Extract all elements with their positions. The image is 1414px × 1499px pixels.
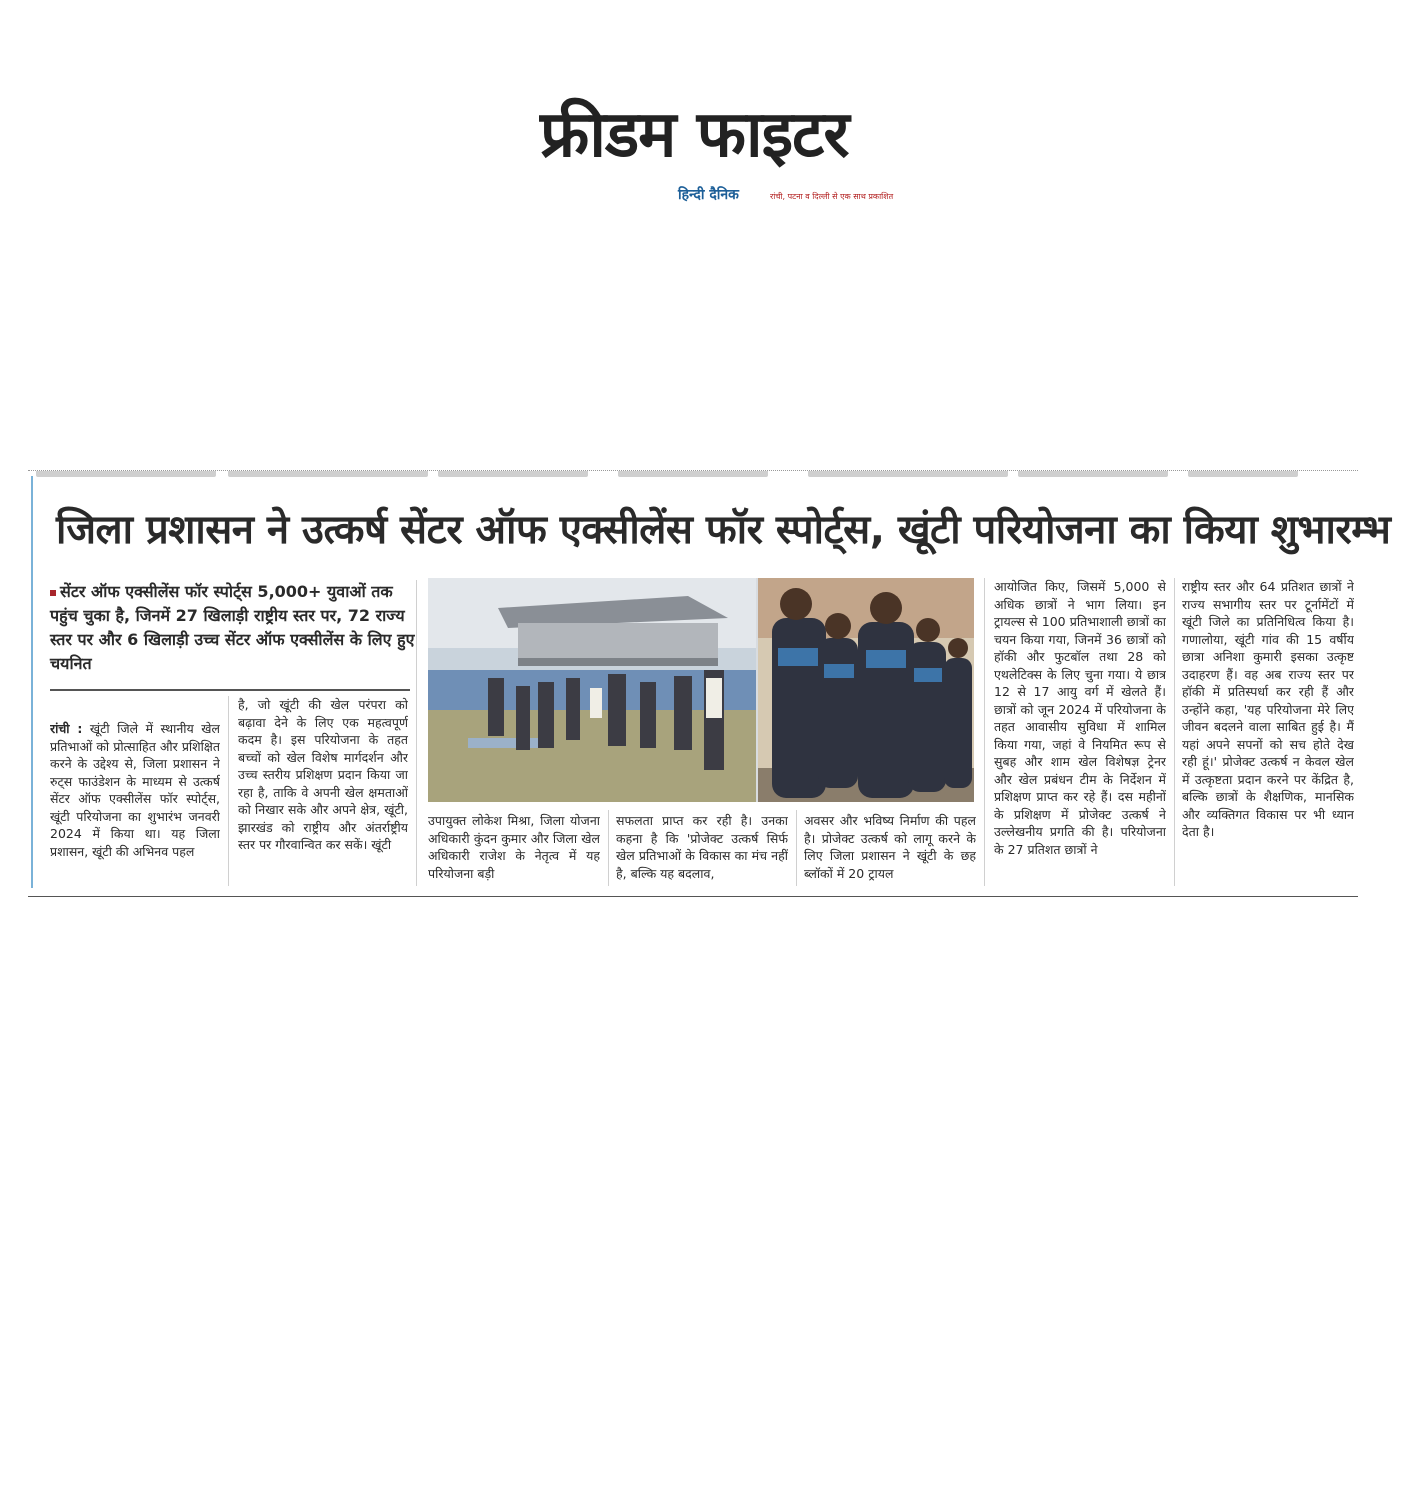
athletes-running-photo <box>758 578 974 802</box>
column-divider <box>984 578 985 886</box>
article-bottom-rule <box>28 896 1358 897</box>
article-column-5: अवसर और भविष्य निर्माण की पहल है। प्रोजेक्ट उत्कर्ष को लागू करने के लिए जिला प्रशासन ने खूंटी के छह ब्लॉकों में 20 ट्रायल <box>804 813 976 881</box>
column-1-text: खूंटी जिले में स्थानीय खेल प्रतिभाओं को प्रोत्साहित और प्रशिक्षित करने के उद्देश्य से, जिला प्रशासन ने रुट्स फाउंडेशन के माध्यम से उत्कर्ष सेंटर ऑफ एक्सीलेंस फॉर स्पोर्ट्स, खूंटी परियोजना का शुभारंभ जनवरी 2024 में किया था। यह जिला प्रशासन, खूंटी की अभिनव पहल <box>50 721 220 859</box>
event-photo <box>428 578 756 802</box>
bullet-icon <box>50 590 56 596</box>
subdeck-text: सेंटर ऑफ एक्सीलेंस फॉर स्पोर्ट्स 5,000+ युवाओं तक पहुंच चुका है, जिनमें 27 खिलाड़ी राष्ट्रीय स्तर पर, 72 राज्य स्तर पर और 6 खिलाड़ी उच्च सेंटर ऑफ एक्सीलेंस के लिए हुए चयनित <box>50 582 415 673</box>
article-headline: जिला प्रशासन ने उत्कर्ष सेंटर ऑफ एक्सीलेंस फॉर स्पोर्ट्स, खूंटी परियोजना का किया शुभारम्भ <box>56 507 1391 553</box>
column-divider <box>796 810 797 886</box>
column-divider <box>228 696 229 886</box>
article-column-6: आयोजित किए, जिसमें 5,000 से अधिक छात्रों ने भाग लिया। इन ट्रायल्स से 100 प्रतिभाशाली छात्रों का चयन किया गया, जिनमें 36 छात्रों को हॉकी और फुटबॉल तथा 28 को एथलेटिक्स के लिए चुना गया। ये छात्र 12 से 17 आयु वर्ग में खेलते हैं। छात्रों को जून 2024 में परियोजना के तहत आवासीय सुविधा में शामिल किया गया, जहां वे नियमित रूप से सुबह और शाम खेल विशेषज्ञ ट्रेनर और खेल प्रबंधन टीम के निर्देशन में प्रशिक्षण प्राप्त कर रहे हैं। दस महीनों के प्रशिक्षण में प्रोजेक्ट उत्कर्ष ने उल्लेखनीय प्रगति की है। परियोजना के 27 प्रतिशत छात्रों ने <box>994 579 1166 857</box>
article-photo <box>428 578 974 802</box>
article-column-4: सफलता प्राप्त कर रही है। उनका कहना है कि 'प्रोजेक्ट उत्कर्ष सिर्फ खेल प्रतिभाओं के विकास का मंच नहीं है, बल्कि यह बदलाव, <box>616 813 788 881</box>
column-divider <box>608 810 609 886</box>
dateline: रांची : <box>50 721 83 736</box>
article-column-7: राष्ट्रीय स्तर और 64 प्रतिशत छात्रों ने राज्य सभागीय स्तर पर टूर्नामेंटों में खूंटी जिले का प्रतिनिधित्व किया है। गणालोया, खूंटी गांव की 15 वर्षीय छात्रा अनिशा कुमारी इसका उत्कृष्ट उदाहरण हैं। वह अब राज्य स्तर पर हॉकी में प्रतिस्पर्धा कर रही हैं और उन्होंने कहा, 'यह परियोजना मेरे लिए जीवन बदलने वाला साबित हुई है। मैं यहां अपने सपनों को सच होते देख रही हूं।' प्रोजेक्ट उत्कर्ष न केवल खेल में उत्कृष्टता प्रदान करने पर केंद्रित है, बल्कि छात्रों के शैक्षणिक, मानसिक और व्यक्तिगत विकास पर भी ध्यान देता है। <box>1182 579 1354 839</box>
cut-off-text-strip <box>28 470 1358 481</box>
column-divider <box>1174 578 1175 886</box>
article-subdeck <box>50 580 420 676</box>
article-clipping <box>28 470 1391 898</box>
column-divider <box>416 580 417 886</box>
newspaper-subtitle: हिन्दी दैनिक <box>678 187 739 203</box>
article-column-1 <box>50 720 220 890</box>
clip-border-line <box>31 476 33 888</box>
article-column-3: उपायुक्त लोकेश मिश्रा, जिला योजना अधिकारी कुंदन कुमार और जिला खेल अधिकारी राजेश के नेतृत्व में यह परियोजना बड़ी <box>428 813 600 881</box>
newspaper-tagline: रांची, पटना व दिल्ली से एक साथ प्रकाशित <box>770 192 894 201</box>
article-column-2: है, जो खूंटी की खेल परंपरा को बढ़ावा देने के लिए एक महत्वपूर्ण कदम है। इस परियोजना के तहत बच्चों को खेल विशेष मार्गदर्शन और उच्च स्तरीय प्रशिक्षण प्रदान किया जा रहा है, ताकि वे अपनी खेल क्षमताओं को निखार सके और अपने क्षेत्र, खूंटी, झारखंड को राष्ट्रीय और अंतर्राष्ट्रीय स्तर पर गौरवान्वित कर सकें। खूंटी <box>238 697 408 852</box>
masthead <box>520 95 920 215</box>
subdeck-divider <box>50 689 410 691</box>
newspaper-name: फ्रीडम फाइटर <box>540 98 849 172</box>
